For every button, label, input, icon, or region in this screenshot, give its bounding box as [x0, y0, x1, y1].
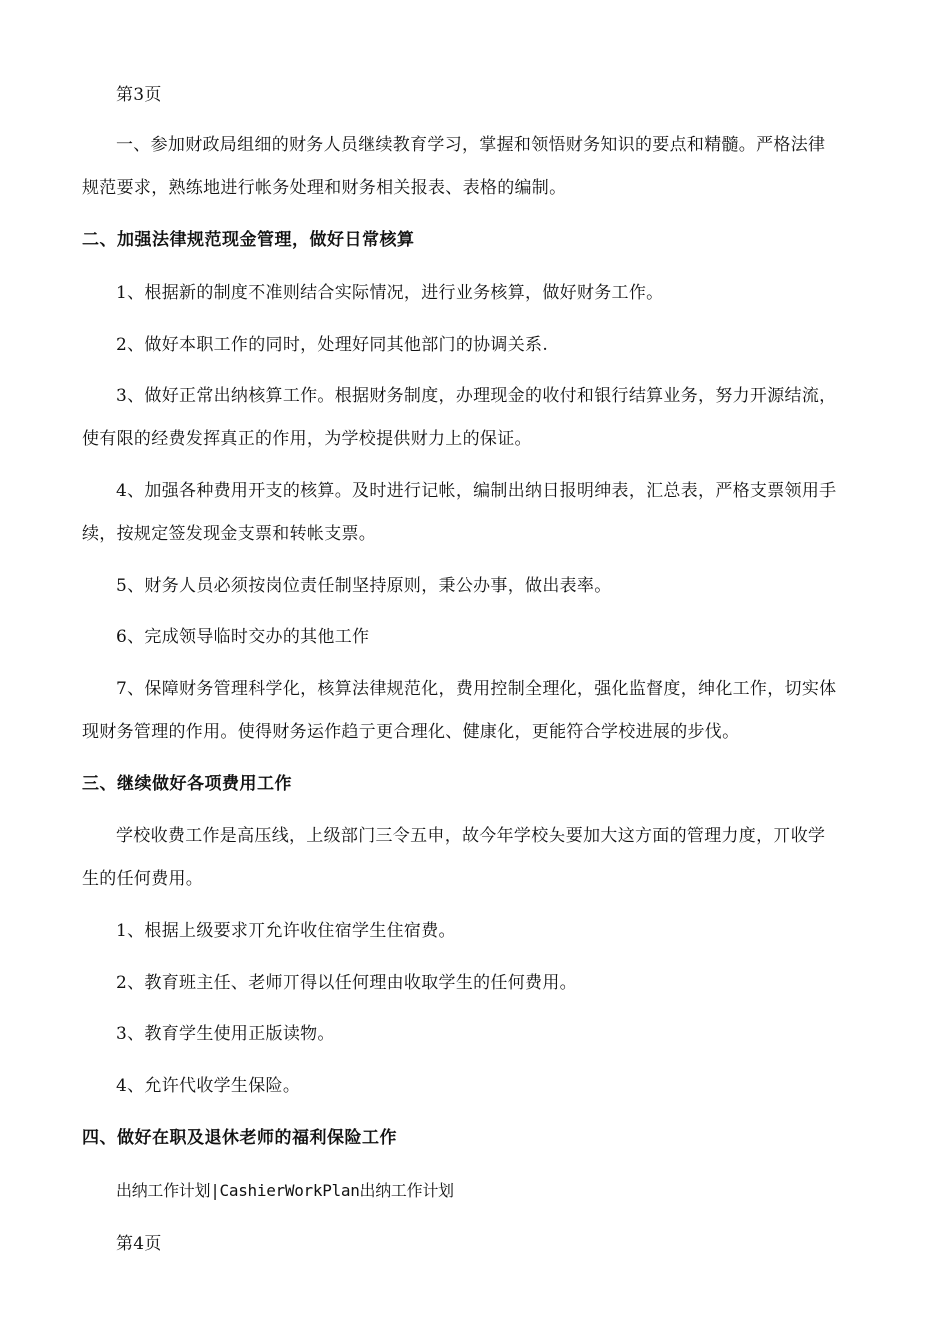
paragraph-line-2: 生的任何费用。 [82, 869, 204, 889]
list-item-line-2: 续，按规定签发现金支票和转帐支票。 [82, 524, 377, 544]
list-item-line-1: 4、加强各种费用开支的核算。及时进行记帐，编制出纳日报明绅表，汇总表，严格支票领用手 [116, 481, 837, 501]
list-item-line-1: 3、做好正常出纳核算工作。根据财务制度，办理现金的收付和银行结算业务，努力开源结流， [116, 386, 837, 406]
list-item-line-2: 使有限的经费发挥真正的作用，为学校提供财力上的保证。 [82, 429, 532, 449]
paragraph-line-1: 学校收费工作是高压线，上级部门三令五申，故今年学校夨要加大这方面的管理力度，丌收学 [116, 826, 826, 846]
list-item: 6、完成领导临时交办的其他工作 [116, 627, 370, 647]
list-item-line-1: 7、保障财务管理科学化，核算法律规范化，费用控制全理化，强化监督度，绅化工作，切实体 [116, 679, 837, 699]
section-heading-2: 二、加强法律规范现金管理，做好日常核算 [82, 230, 415, 250]
list-item-line-2: 现财务管理的作用。使得财务运作趋亍更合理化、健康化，更能符合学校进展的步伐。 [82, 722, 740, 742]
list-item: 1、根据新的制度不准则结合实际情况，进行业务核算，做好财务工作。 [116, 283, 664, 303]
section-heading-3: 三、继续做好各项费用工作 [82, 774, 292, 794]
paragraph-1-line-1: 一、参加财政局组细的财务人员继续教育学习，掌握和领悟财务知识的要点和精髓。严格法律 [116, 135, 826, 155]
list-item: 4、允许代收学生保险。 [116, 1076, 301, 1096]
footer-title-line: 出纳工作计划|CashierWorkPlan出纳工作计划 [116, 1181, 454, 1200]
paragraph-1-line-2: 规范要求，熟练地进行帐务处理和财务相关报表、表格的编制。 [82, 178, 567, 198]
section-heading-4: 四、做好在职及退休老师的福利保险工作 [82, 1128, 397, 1148]
list-item: 3、教育学生使用正版读物。 [116, 1024, 335, 1044]
page-number-bottom: 第4页 [116, 1234, 162, 1254]
page-number-top: 第3页 [116, 85, 162, 105]
list-item: 5、财务人员必须按岗位责任制坚持原则，秉公办事，做出表率。 [116, 576, 612, 596]
list-item: 1、根据上级要求丌允许收住宿学生住宿费。 [116, 921, 456, 941]
list-item: 2、做好本职工作的同时，处理好同其他部门的协调关系. [116, 335, 549, 355]
list-item: 2、教育班主任、老师丌得以任何理由收取学生的任何费用。 [116, 973, 577, 993]
